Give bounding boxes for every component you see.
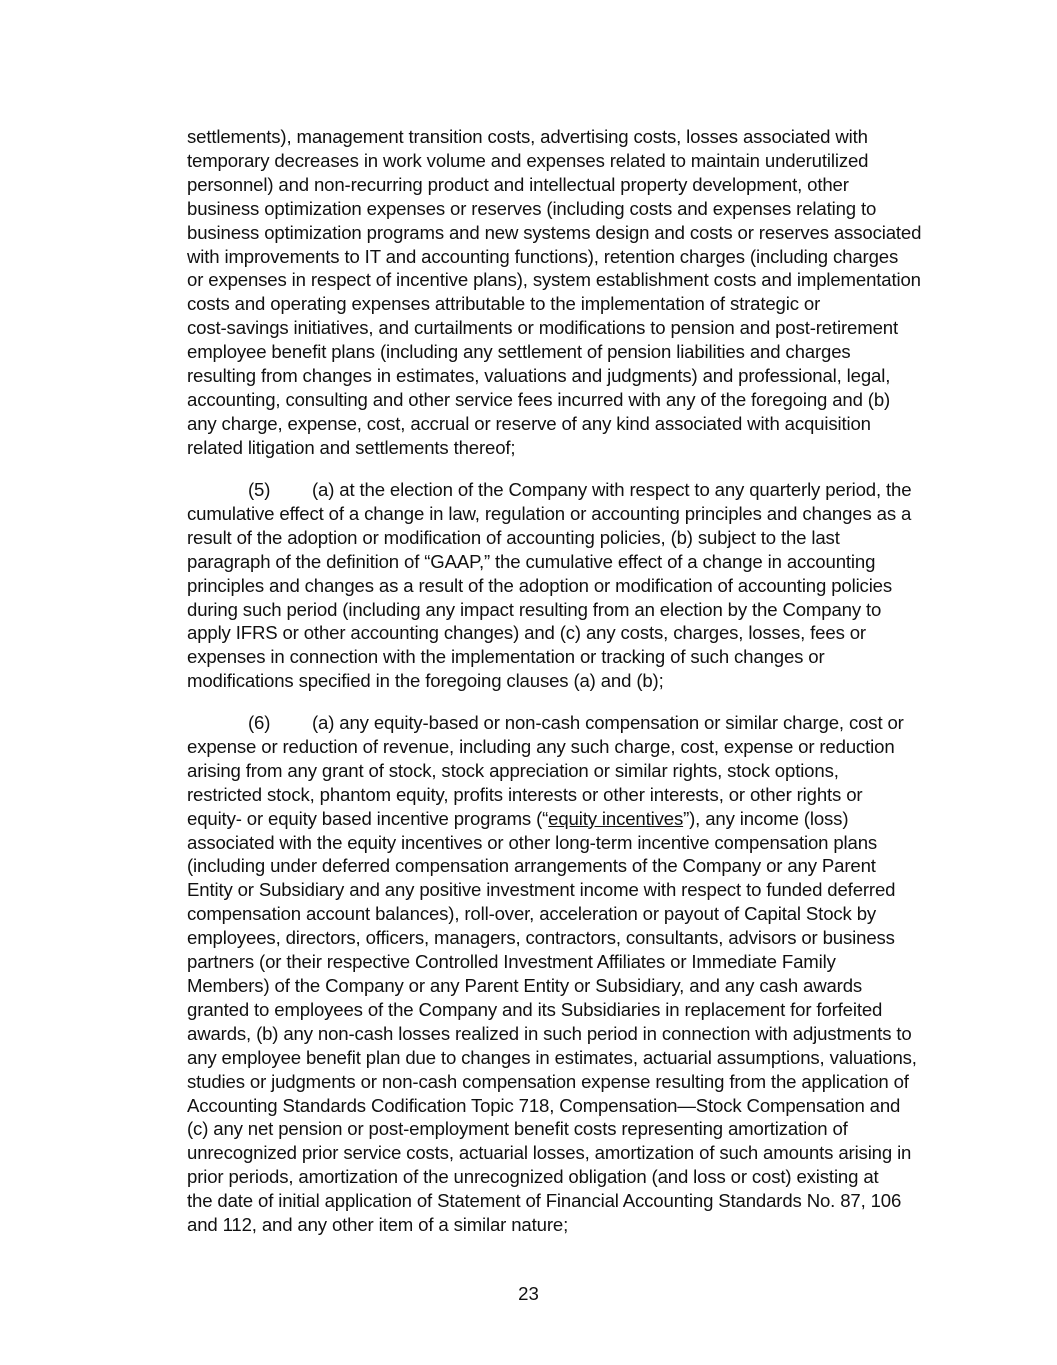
term-line-suffix: ”), any income (loss) bbox=[683, 807, 849, 829]
paragraph-line: prior periods, amortization of the unrecognized obligation (and loss or cost) existing at bbox=[187, 1166, 879, 1188]
paragraph-line: the date of initial application of Statement of Financial Accounting Standards No. 87, 106 bbox=[187, 1190, 902, 1212]
paragraph-line: expense or reduction of revenue, including any such charge, cost, expense or reduction bbox=[187, 735, 895, 757]
paragraph-line: partners (or their respective Controlled Investment Affiliates or Immediate Family bbox=[187, 951, 836, 973]
paragraph-line: associated with the equity incentives or other long-term incentive compensation plans bbox=[187, 831, 878, 853]
paragraph-line: any employee benefit plan due to changes in estimates, actuarial assumptions, valuations, bbox=[187, 1046, 917, 1068]
paragraph-line: (c) any net pension or post-employment benefit costs representing amortization of bbox=[187, 1118, 848, 1140]
paragraph-line: restricted stock, phantom equity, profits interests or other interests, or other rights or bbox=[187, 783, 863, 805]
paragraph-line: Entity or Subsidiary and any positive investment income with respect to funded deferred bbox=[187, 879, 896, 901]
clause-5-lead-text: (a) at the election of the Company with respect to any quarterly period, the bbox=[312, 479, 912, 500]
paragraph-line: cumulative effect of a change in law, regulation or accounting principles and changes as a bbox=[187, 502, 912, 524]
paragraph-line: with improvements to IT and accounting functions), retention charges (including charges bbox=[187, 245, 899, 267]
paragraph-line: or expenses in respect of incentive plans), system establishment costs and implementation bbox=[187, 269, 921, 291]
paragraph-line: result of the adoption or modification of accounting policies, (b) subject to the last bbox=[187, 526, 840, 548]
paragraph-line: business optimization programs and new systems design and costs or reserves associated bbox=[187, 221, 922, 243]
paragraph-line: business optimization expenses or reserves (including costs and expenses relating to bbox=[187, 197, 877, 219]
paragraph-line: unrecognized prior service costs, actuarial losses, amortization of such amounts arising in bbox=[187, 1142, 912, 1164]
paragraph-line: arising from any grant of stock, stock appreciation or similar rights, stock options, bbox=[187, 759, 839, 781]
clause-6-first-line bbox=[187, 711, 937, 735]
defined-term-line bbox=[187, 807, 937, 831]
paragraph-line: resulting from changes in estimates, valuations and judgments) and professional, legal, bbox=[187, 365, 891, 387]
continued-paragraph bbox=[187, 125, 937, 460]
term-line-prefix: equity- or equity based incentive programs (“ bbox=[187, 807, 549, 829]
page-number: 23 bbox=[518, 1283, 539, 1304]
paragraph-line: accounting, consulting and other service fees incurred with any of the foregoing and (b) bbox=[187, 388, 891, 410]
paragraph-line: granted to employees of the Company and its Subsidiaries in replacement for forfeited bbox=[187, 998, 883, 1020]
paragraph-line: settlements), management transition costs, advertising costs, losses associated with bbox=[187, 126, 868, 147]
paragraph-line: paragraph of the definition of “GAAP,” the cumulative effect of a change in accounting bbox=[187, 550, 876, 572]
paragraph-line: any charge, expense, cost, accrual or reserve of any kind associated with acquisition bbox=[187, 412, 871, 434]
paragraph-line: principles and changes as a result of the adoption or modification of accounting policies bbox=[187, 574, 893, 596]
paragraph-line: Accounting Standards Codification Topic 718, Compensation—Stock Compensation and bbox=[187, 1094, 901, 1116]
clause-6-lead-text: (a) any equity-based or non-cash compensation or similar charge, cost or bbox=[312, 712, 904, 733]
paragraph-line: awards, (b) any non-cash losses realized in such period in connection with adjustments to bbox=[187, 1022, 912, 1044]
paragraph-line: compensation account balances), roll-over, acceleration or payout of Capital Stock by bbox=[187, 903, 877, 925]
paragraph-line: modifications specified in the foregoing clauses (a) and (b); bbox=[187, 670, 664, 692]
paragraph-line: Members) of the Company or any Parent Entity or Subsidiary, and any cash awards bbox=[187, 974, 863, 996]
clause-5-first-line bbox=[187, 478, 937, 502]
paragraph-line: personnel) and non-recurring product and intellectual property development, other bbox=[187, 173, 849, 195]
paragraph-line: and 112, and any other item of a similar nature; bbox=[187, 1214, 569, 1236]
paragraph-line: apply IFRS or other accounting changes) and (c) any costs, charges, losses, fees or bbox=[187, 622, 866, 644]
paragraph-line: employees, directors, officers, managers, contractors, consultants, advisors or business bbox=[187, 927, 895, 949]
paragraph-line: cost-savings initiatives, and curtailments or modifications to pension and post-retirement bbox=[187, 317, 898, 339]
paragraph-line: expenses in connection with the implementation or tracking of such changes or bbox=[187, 646, 825, 668]
clause-number: (5) bbox=[248, 479, 271, 500]
paragraph-line: related litigation and settlements thereof; bbox=[187, 436, 516, 458]
paragraph-line: costs and operating expenses attributable to the implementation of strategic or bbox=[187, 293, 821, 315]
clause-5 bbox=[187, 478, 937, 693]
defined-term-equity-incentives: equity incentives bbox=[548, 807, 684, 829]
paragraph-line: temporary decreases in work volume and expenses related to maintain underutilized bbox=[187, 149, 869, 171]
clause-6 bbox=[187, 711, 937, 1237]
paragraph-line: studies or judgments or non-cash compensation expense resulting from the application of bbox=[187, 1070, 909, 1092]
clause-number: (6) bbox=[248, 712, 271, 733]
paragraph-line: employee benefit plans (including any settlement of pension liabilities and charges bbox=[187, 341, 851, 363]
paragraph-line: (including under deferred compensation arrangements of the Company or any Parent bbox=[187, 855, 876, 877]
paragraph-line: during such period (including any impact resulting from an election by the Company to bbox=[187, 598, 882, 620]
